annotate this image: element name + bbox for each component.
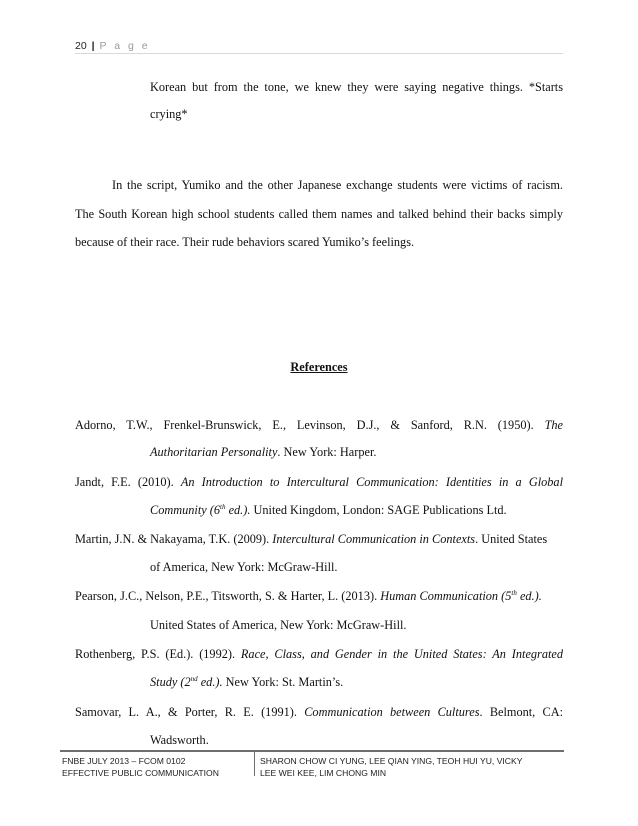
footer-divider [254,752,255,776]
reference-entry: Samovar, L. A., & Porter, R. E. (1991). Communication between Cultures. Belmont, CA: [75,705,564,719]
reference-entry: Martin, J.N. & Nakayama, T.K. (2009). Intercultural Communication in Contexts. United States [75,532,548,546]
page-label: P a g e [99,40,151,52]
footer-authors-line: LEE WEI KEE, LIM CHONG MIN [260,768,387,778]
reference-entry: Jandt, F.E. (2010). An Introduction to Intercultural Communication: Identities in a Global [75,475,564,489]
reference-entry: Pearson, J.C., Nelson, P.E., Titsworth, S. & Harter, L. (2013). Human Communication (5th ed.). [75,588,542,603]
paragraph-line: because of their race. Their rude behaviors scared Yumiko’s feelings. [75,235,415,249]
footer-course-line: EFFECTIVE PUBLIC COMMUNICATION [62,768,219,778]
page-number: 20 [75,40,87,52]
reference-entry-cont: Wadsworth. [150,733,209,747]
footer-rule [60,750,564,752]
paragraph-line: In the script, Yumiko and the other Japanese exchange students were victims of racism. [112,178,563,192]
footer-authors-line: SHARON CHOW CI YUNG, LEE QIAN YING, TEOH HUI YU, VICKY [260,756,523,766]
footer-course-line: FNBE JULY 2013 – FCOM 0102 [62,756,186,766]
reference-entry-cont: United States of America, New York: McGraw-Hill. [150,618,407,632]
footer-course [62,755,219,779]
reference-entry-cont: of America, New York: McGraw-Hill. [150,560,338,574]
reference-entry-cont: Community (6th ed.). United Kingdom, London: SAGE Publications Ltd. [150,502,507,517]
paragraph-line: The South Korean high school students called them names and talked behind their backs simply [75,207,563,221]
page-header [75,40,150,52]
reference-entry-cont: Study (2nd ed.). New York: St. Martin’s. [150,674,344,689]
reference-entry: Adorno, T.W., Frenkel-Brunswick, E., Levinson, D.J., & Sanford, R.N. (1950). The [75,418,564,432]
reference-entry: Rothenberg, P.S. (Ed.). (1992). Race, Class, and Gender in the United States: An Integrated [75,647,564,661]
footer-authors [260,755,522,779]
reference-entry-cont: Authoritarian Personality. New York: Harper. [150,445,377,459]
references-heading: References [290,360,348,374]
quote-line: Korean but from the tone, we knew they were saying negative things. *Starts [150,80,563,94]
header-rule [75,53,563,54]
quote-line: crying* [150,107,188,121]
header-separator: | [91,40,95,52]
